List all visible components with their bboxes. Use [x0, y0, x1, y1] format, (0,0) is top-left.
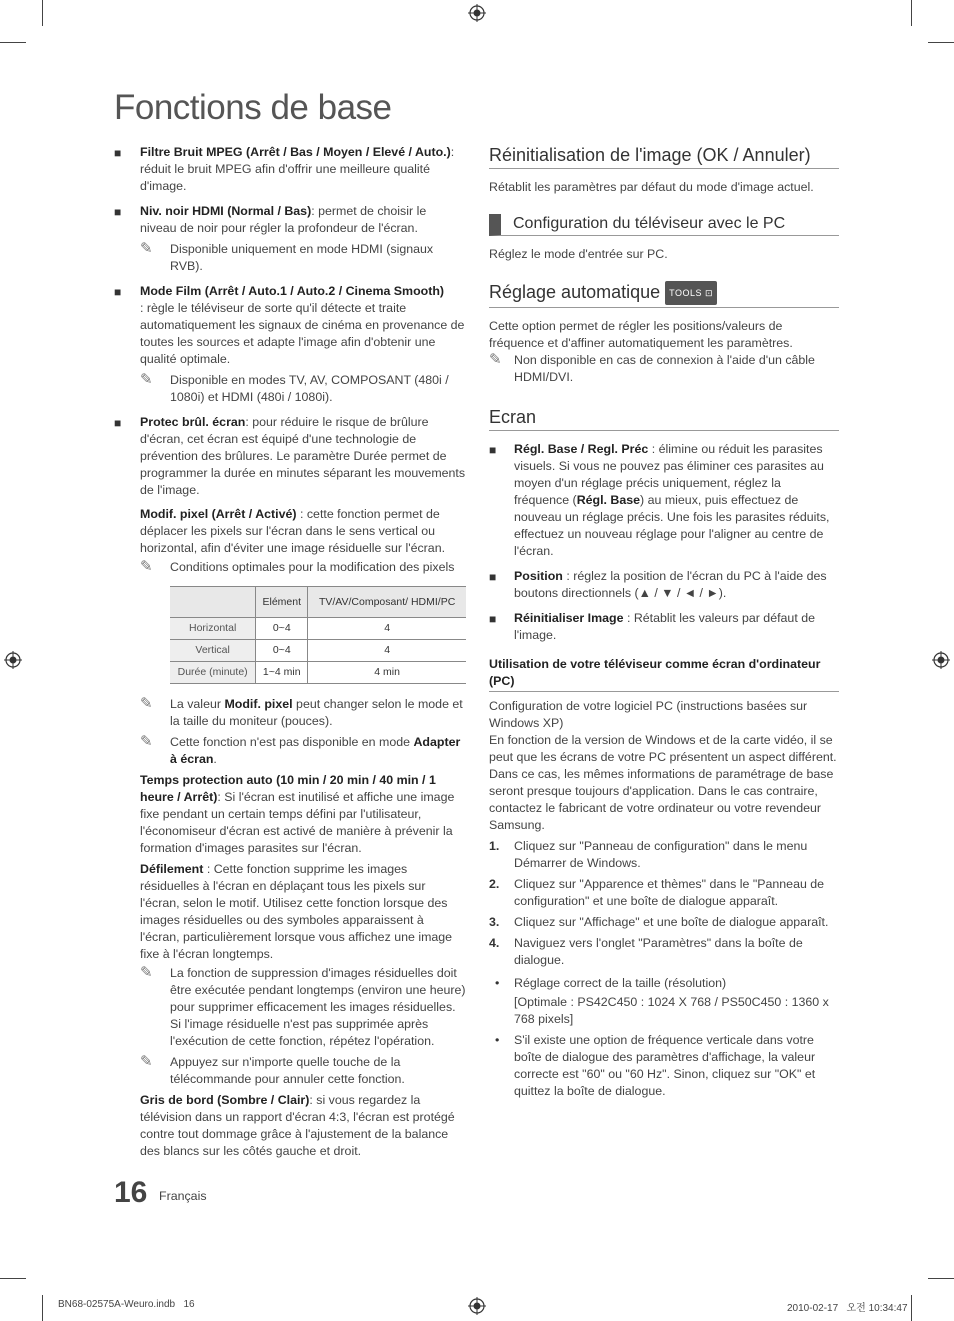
section-heading: Réinitialisation de l'image (OK / Annuler) [489, 144, 839, 169]
dot-text: Réglage correct de la taille (résolution) [514, 976, 727, 990]
note-bold: Modif. pixel [224, 697, 293, 711]
section-heading: Configuration du téléviseur avec le PC [489, 214, 839, 236]
note [140, 1054, 466, 1088]
sub-item [114, 506, 466, 576]
table-cell: 1~4 min [256, 662, 308, 684]
bullet-bold: Régl. Base [576, 493, 641, 507]
square-bullet-icon: ■ [114, 205, 122, 219]
note-text: Disponible en modes TV, AV, COMPOSANT (480i / 1080i) et HDMI (480i / 1080i). [170, 373, 449, 404]
heading-text: Réglage automatique [489, 282, 661, 302]
crop-mark [928, 42, 954, 43]
note [140, 696, 466, 730]
pencil-note-icon: ✎ [140, 371, 153, 388]
bullet-label: Mode Film (Arrêt / Auto.1 / Auto.2 / Cinema Smooth) [140, 284, 445, 298]
bullet-label: Régl. Base / Regl. Préc [514, 442, 649, 456]
pencil-note-icon: ✎ [140, 240, 153, 257]
table-cell: 4 min [308, 662, 466, 684]
dot-bullet-icon: • [495, 1033, 500, 1047]
note-text: peut changer selon le mode et la taille du moniteur (pouces). [170, 697, 463, 728]
table-cell: 0~4 [256, 618, 308, 640]
step-text: Cliquez sur "Apparence et thèmes" dans le "Panneau de configuration" et une boîte de dialogue apparaît. [514, 877, 825, 908]
bullet-label: Niv. noir HDMI (Normal / Bas) [140, 204, 312, 218]
pencil-note-icon: ✎ [489, 351, 502, 368]
pixel-shift-table [170, 586, 466, 684]
pencil-note-icon: ✎ [140, 964, 153, 981]
tools-badge [665, 281, 717, 305]
bullet-label: Filtre Bruit MPEG (Arrêt / Bas / Moyen / Elevé / Auto.) [140, 145, 451, 159]
tools-icon: ⊡ [705, 288, 714, 298]
page-language: Français [159, 1189, 207, 1203]
crop-mark [0, 42, 26, 43]
table-row [170, 662, 466, 684]
body-text: Réglez le mode d'entrée sur PC. [489, 247, 668, 261]
pencil-note-icon: ✎ [140, 558, 153, 575]
right-column [489, 144, 839, 1102]
dot-text: S'il existe une option de fréquence verticale dans votre boîte de dialogue des paramètres d'affichage, la valeur correcte est "60" ou "60 Hz". Sinon, cliquez sur "OK" et quittez la boîte de dialogue. [514, 1033, 816, 1098]
bullet-text: : élimine ou réduit les parasites visuels. Si vous ne pouvez pas éliminer ces parasites au moyen d'un réglage précis uniquement, réglez la fréquence ( [514, 442, 824, 507]
page-title: Fonctions de base [114, 88, 392, 127]
sub-item [114, 861, 466, 1088]
bullet-label: Réinitialiser Image [514, 611, 624, 625]
section-heading [489, 281, 839, 308]
table-cell: 0~4 [256, 640, 308, 662]
note-text: Disponible uniquement en mode HDMI (signaux RVB). [170, 242, 434, 273]
sub-text: : Si l'écran est inutilisé et affiche une image fixe pendant un certain temps défini par l'utilisateur, l'économiseur d'écran est activé de manière à prévenir la formation d'images parasites sur l'écran. [140, 790, 455, 855]
crop-mark [0, 1278, 26, 1279]
crop-mark [42, 0, 43, 26]
section-heading: Utilisation de votre téléviseur comme écran d'ordinateur (PC) [489, 656, 839, 692]
sub-text: : cette fonction permet de déplacer les pixels sur l'écran dans le sens vertical ou horizontal, afin d'éviter une image résiduelle sur l'écran. [140, 507, 446, 555]
numbered-step [489, 838, 839, 872]
square-bullet-icon: ■ [114, 416, 122, 430]
bullet-text: : réduit le bruit MPEG afin d'offrir une meilleure qualité d'image. [140, 145, 455, 193]
square-bullet-icon: ■ [489, 612, 497, 626]
sub-label: Défilement [140, 862, 204, 876]
bullet-label: Protec brûl. écran [140, 415, 246, 429]
bullet-item [489, 610, 839, 644]
body-text: Configuration de votre logiciel PC (instructions basées sur Windows XP) [489, 699, 808, 730]
step-text: Naviguez vers l'onglet "Paramètres" dans la boîte de dialogue. [514, 936, 803, 967]
bullet-item [114, 203, 466, 275]
note-text: . [213, 752, 217, 766]
section-heading: Ecran [489, 406, 839, 431]
table-cell: 4 [308, 618, 466, 640]
step-number: 4. [489, 936, 500, 950]
table-row [170, 640, 466, 662]
bullet-text: : réglez la position de l'écran du PC à l'aide des boutons directionnels (▲ / ▼ / ◄ / ►). [514, 569, 827, 600]
registration-mark-icon [468, 1297, 486, 1315]
sub-text: : Cette fonction supprime les images résiduelles à l'écran en déplaçant tous les pixels sur l'écran, selon le motif. Utilisez cette fonction lorsque des images résiduelles ou des symboles apparaissent à l'écran, particulièrement lorsque vous affichez une image fixe à l'écran longtemps. [140, 862, 453, 961]
sub-label: Modif. pixel (Arrêt / Activé) [140, 507, 297, 521]
bullet-text: : pour réduire le risque de brûlure d'écran, cet écran est équipé d'une technologie de prévention des brûlures. Le paramètre Durée permet de programmer la durée en minutes séparant les mouvements de l'image. [140, 415, 466, 497]
sub-label: Gris de bord (Sombre / Clair) [140, 1093, 310, 1107]
sub-text: : si vous regardez la télévision dans un rapport d'écran 4:3, l'écran est protégé contre tout dommage grâce à l'ajustement de la balance des blancs sur les côtés gauche et droit. [140, 1093, 455, 1158]
sub-item [114, 1092, 466, 1160]
body-text: Rétablit les paramètres par défaut du mode d'image actuel. [489, 180, 814, 194]
table-row-header: Durée (minute) [170, 662, 256, 684]
note [140, 559, 466, 576]
pencil-note-icon: ✎ [140, 733, 153, 750]
registration-mark-icon [468, 4, 486, 22]
note-bold: Adapter à écran [170, 735, 461, 766]
note-text: La valeur [170, 697, 221, 711]
footer-date: 2010-02-17 오전 10:34:47 [787, 1303, 908, 1314]
note-text: Appuyez sur n'importe quelle touche de la télécommande pour annuler cette fonction. [170, 1055, 405, 1086]
table-row [170, 618, 466, 640]
square-bullet-icon: ■ [114, 146, 122, 160]
note [140, 965, 466, 1050]
sub-item [114, 772, 466, 857]
table-header: TV/AV/Composant/ HDMI/PC [308, 587, 466, 618]
note-text: Conditions optimales pour la modification des pixels [170, 560, 455, 574]
bullet-item [114, 283, 466, 406]
numbered-step [489, 935, 839, 969]
body-text: Cette option permet de régler les positions/valeurs de fréquence et d'affiner automatiquement les paramètres. [489, 319, 793, 350]
note [140, 734, 466, 768]
dot-bullet-item [489, 1032, 839, 1100]
step-number: 2. [489, 877, 500, 891]
pencil-note-icon: ✎ [140, 695, 153, 712]
table-cell: 4 [308, 640, 466, 662]
step-number: 1. [489, 839, 500, 853]
footer-file: BN68-02575A-Weuro.indb 16 [58, 1299, 195, 1310]
table-row-header: Horizontal [170, 618, 256, 640]
table-row-header: Vertical [170, 640, 256, 662]
crop-mark [911, 0, 912, 26]
crop-mark [42, 1295, 43, 1321]
note-text: Non disponible en cas de connexion à l'aide d'un câble HDMI/DVI. [514, 353, 815, 384]
note-text: Cette fonction n'est pas disponible en mode [170, 735, 411, 749]
crop-mark [911, 1295, 912, 1321]
tools-label: TOOLS [669, 288, 702, 298]
bullet-label: Position [514, 569, 563, 583]
crop-mark [928, 1278, 954, 1279]
bullet-text: : permet de choisir le niveau de noir pour régler la profondeur de l'écran. [140, 204, 427, 235]
numbered-step [489, 914, 839, 931]
table-header-row [170, 587, 466, 618]
dot-text: [Optimale : PS42C450 : 1024 X 768 / PS50C450 : 1360 x 768 pixels] [514, 995, 829, 1026]
body-text: En fonction de la version de Windows et de la carte vidéo, il se peut que les écrans de votre PC présentent un aspect différent. Dans ce cas, les mêmes informations de paramétrage de base seront presque toujours d'application. Dans le cas contraire, contactez le fabricant de votre ordinateur ou votre revendeur Samsung. [489, 733, 837, 832]
note [140, 372, 466, 406]
square-bullet-icon: ■ [489, 443, 497, 457]
pencil-note-icon: ✎ [140, 1053, 153, 1070]
square-bullet-icon: ■ [114, 285, 122, 299]
square-bullet-icon: ■ [489, 570, 497, 584]
sub-label: Temps protection auto (10 min / 20 min / 40 min / 1 heure / Arrêt) [140, 773, 436, 804]
step-text: Cliquez sur "Panneau de configuration" dans le menu Démarrer de Windows. [514, 839, 808, 870]
bullet-text: : Rétablit les valeurs par défaut de l'image. [514, 611, 815, 642]
registration-mark-icon [4, 651, 22, 669]
bullet-text: ) au mieux, puis effectuez de nouveau un réglage précis. Une fois les parasites réduits, effectuez un nouveau réglage pour l'aligner au centre de l'écran. [514, 493, 830, 558]
step-text: Cliquez sur "Affichage" et une boîte de dialogue apparaît. [514, 915, 829, 929]
bullet-item [114, 414, 466, 499]
sub-item [114, 696, 466, 768]
registration-mark-icon [932, 651, 950, 669]
bullet-item [489, 568, 839, 602]
page-number: 16 [114, 1176, 148, 1209]
note [489, 352, 839, 386]
dot-bullet-icon: • [495, 976, 500, 990]
bullet-item [114, 144, 466, 195]
left-column [114, 144, 466, 1164]
bullet-text: : règle le téléviseur de sorte qu'il détecte et traite automatiquement les signaux de cinéma en provenance de toutes les sources et adapte l'image afin d'obtenir une qualité optimale. [140, 301, 465, 366]
numbered-step [489, 876, 839, 910]
dot-bullet-item [489, 975, 839, 1028]
step-number: 3. [489, 915, 500, 929]
note [140, 241, 466, 275]
note-text: La fonction de suppression d'images résiduelles doit être exécutée pendant longtemps (environ une heure) pour supprimer efficacement les images résiduelles. Si l'image résiduelle n'est pas supprimée après l'exécution de cette fonction, répétez l'opération. [170, 966, 466, 1048]
table-header: Elément [256, 587, 308, 618]
bullet-item [489, 441, 839, 560]
table-header-empty [170, 587, 256, 618]
